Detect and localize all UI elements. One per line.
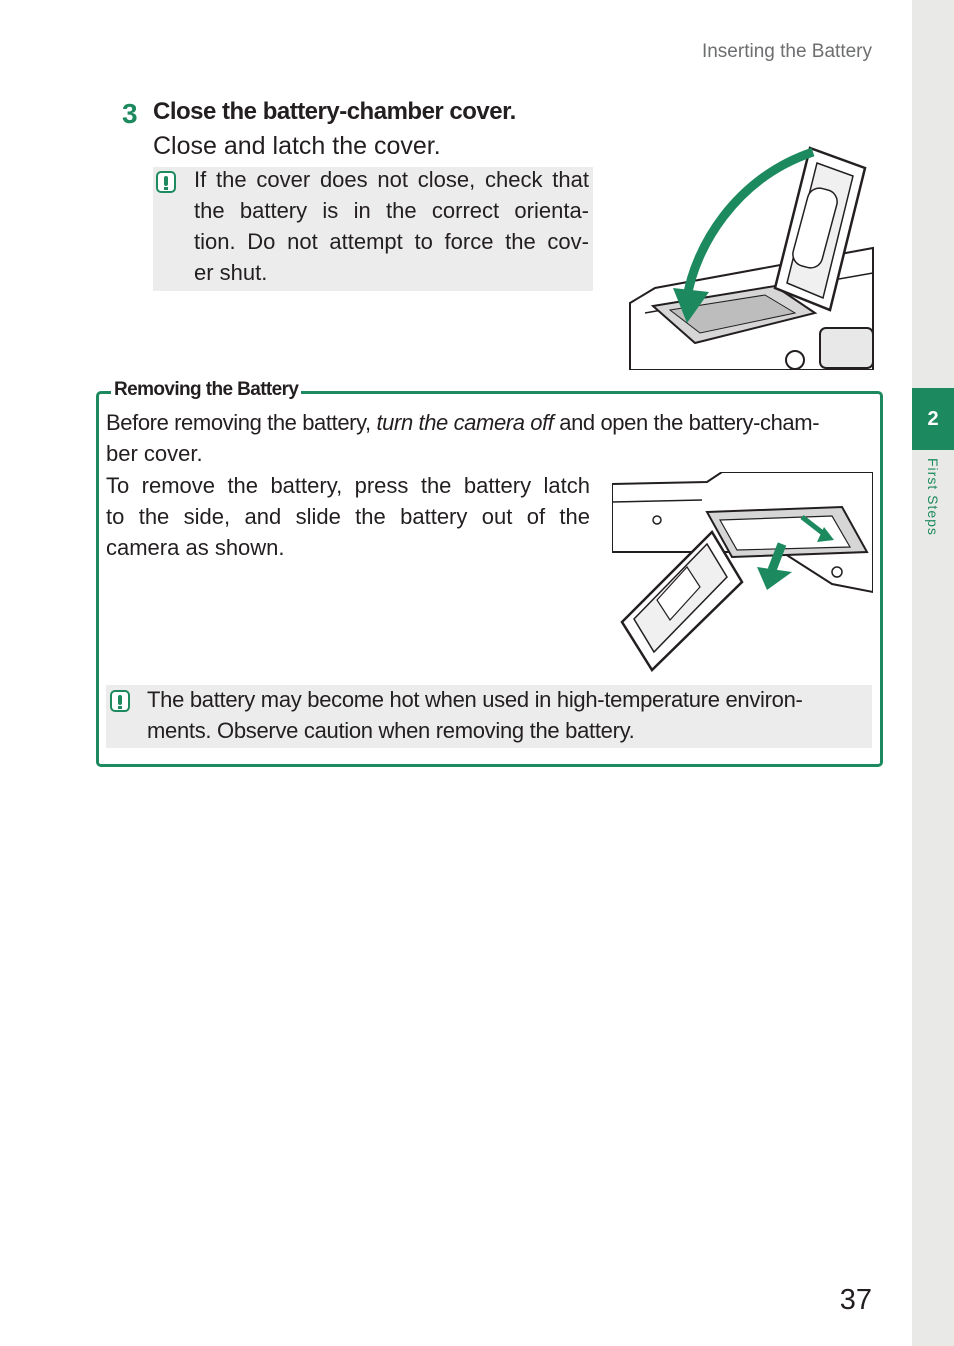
intro-text: Before removing the battery,	[106, 410, 377, 435]
intro-text: and open the battery-cham-	[553, 410, 820, 435]
step-subtitle: Close and latch the cover.	[153, 132, 441, 160]
step-number: 3	[122, 98, 138, 129]
instruction-line: to the side, and slide the battery out of the	[106, 504, 590, 529]
running-header: Inserting the Battery	[701, 41, 872, 62]
panel-title: Removing the Battery	[111, 379, 301, 401]
step-title: Close the battery-chamber cover.	[153, 98, 516, 125]
chapter-tab[interactable]	[912, 388, 954, 450]
intro-emphasis: turn the camera off	[376, 410, 554, 435]
caution-line: The battery may become hot when used in high-temperature environ-	[147, 687, 803, 712]
caution-line: If the cover does not close, check that	[194, 167, 589, 192]
chapter-number: 2	[927, 407, 939, 430]
removing-intro-line	[106, 407, 874, 438]
caution-line: er shut.	[194, 260, 268, 285]
caution-icon	[110, 690, 130, 712]
caution-icon	[156, 171, 176, 193]
removing-intro-line: ber cover.	[106, 441, 203, 466]
removing-instruction	[106, 470, 590, 563]
page-number: 37	[839, 1284, 872, 1316]
chapter-name: First Steps	[925, 458, 941, 536]
caution-line: the battery is in the correct orienta-	[194, 198, 589, 223]
chapter-sidebar	[912, 0, 954, 1346]
caution-line: ments. Observe caution when removing the battery.	[147, 718, 635, 743]
step-caution-text	[194, 164, 589, 288]
removing-intro	[106, 407, 874, 469]
close-cover-illustration	[625, 138, 875, 370]
removing-caution-text	[147, 684, 872, 746]
caution-line: tion. Do not attempt to force the cov-	[194, 229, 589, 254]
remove-battery-illustration	[612, 472, 873, 672]
instruction-line: To remove the battery, press the battery latch	[106, 473, 590, 498]
instruction-line: camera as shown.	[106, 535, 285, 560]
